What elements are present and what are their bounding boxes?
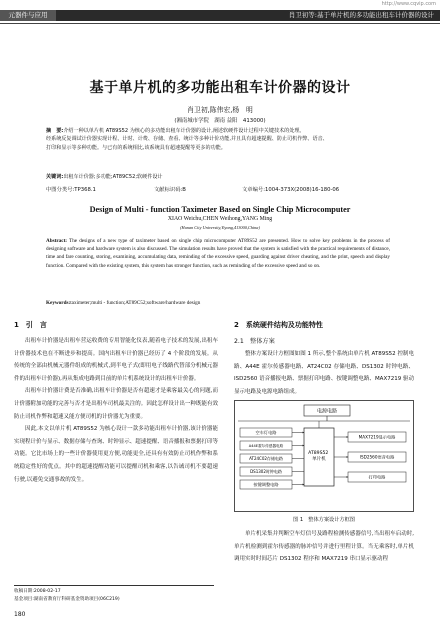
- section-tag: 元器件与应用: [0, 10, 56, 21]
- intro-paragraph-2: 出租车计价器计费是否准确,出租车计价器是否有超速才是乘客最关心的问题,而计价器附加功能的完善与否才是出租车司机最关注的。因此怎样设计出一种既能有效防止司机作弊和超速又能方便司机的计价器尤为重要。: [14, 388, 218, 420]
- hall-label: A44E霍尔传感器电路: [248, 444, 284, 449]
- header-divider: [0, 23, 440, 24]
- clc-number: 中图分类号:TP368.1: [46, 187, 96, 193]
- abstract-en: [46, 237, 390, 270]
- footnote-fund: 基金项目:湖南省教育厅科研基金资助项目(06C219): [14, 597, 120, 602]
- power-label: 电源电路: [316, 408, 338, 415]
- authors-cn: 肖卫初,陈伟宏,杨 明: [187, 106, 253, 114]
- lamp-label: 空车灯电路: [255, 430, 277, 436]
- document-code: 文献标识码:B: [154, 187, 186, 193]
- running-title: 肖卫初等:基于单片机的多功能出租车计价器的设计: [288, 11, 434, 19]
- keywords-cn: [46, 173, 390, 181]
- keywords-cn-label: 关键词:: [46, 174, 64, 180]
- section-2-1-paragraph-1: 整体方案设计方框图如图 1 所示,整个系统由单片机 AT89S52 控制电路、A44E 霍尔传感器电路、AT24C02 存储电路、DS1302 时钟电路、ISD2560 语音播报电路、票据打印电路、按键调整电路、MAX7219 驱动显示电路及电源电路组成。: [234, 351, 414, 395]
- affiliation-cn: (湘南城市学院 湖南 益阳 413000): [174, 118, 266, 124]
- footnote-received: 收稿日期:2008-02-17: [14, 589, 61, 594]
- footnote-divider: [14, 585, 214, 586]
- section-1-body: [14, 335, 218, 486]
- abstract-cn-line-1: 摘 要:介绍一种以单片机 AT89S52 为核心的多功能出租车计价器的设计,阐述软硬件设计过程中关键技术的处理。: [46, 128, 305, 134]
- abstract-en-label: Abstract:: [46, 238, 68, 244]
- eeprom-label: AT24C02存储电路: [249, 456, 283, 462]
- page-number: 180: [14, 611, 26, 618]
- paper-title-cn: 基于单片机的多功能出租车计价器的设计: [89, 80, 351, 96]
- abstract-cn-line-3: 打印和显示等多种功能。与已有的系统相比,该系统具有超速提醒等更多的功能。: [46, 144, 226, 151]
- intro-paragraph-1: 出租车计价器是出租车营运收费的专用智能化仪表,随着电子技术的发展,出租车计价器技术也在不断进步和提高。国内出租车计价器已经历了 4 个阶段的发展。从传统的全部由机械元器件组成的机械式,到半电子式(即用电子线路代替部分机械元器件的出租车计价器),再从集成电路到目前的单片机系统设计的出租车计价器。: [14, 338, 218, 382]
- system-block-diagram: [234, 400, 414, 512]
- mcu-label-line-1: AT89S52: [308, 451, 329, 456]
- section-2-1-paragraph-2: 单片机采集并判断空车灯信号及路程检测传感器信号,当出租车启动时,单片机检测到霍尔传感器的脉冲信号并进行里程计算。当无乘客时,单片机调用实时时间芯片 DS1302 程序和 MAX7219 串口显示驱动程: [234, 531, 414, 563]
- article-id: 文章编号:1004-373X(2008)16-180-06: [242, 187, 340, 193]
- abstract-cn-label: 摘 要:: [46, 128, 64, 134]
- authors-en: XIAO Weichu,CHEN Weihong,YANG Ming: [167, 216, 273, 222]
- paper-title-en: Design of Multi - function Taximeter Based on Single Chip Microcomputer: [89, 205, 351, 214]
- abstract-cn: [46, 127, 390, 152]
- watermark-url: http://www.cqvip.com: [381, 1, 436, 7]
- classification-row: [46, 185, 390, 193]
- keys-label: 按键调整电路: [253, 482, 279, 488]
- section-2-1-heading: 2.1 整体方案: [234, 338, 275, 345]
- intro-paragraph-3: 因此,本文以单片机 AT89S52 为核心设计一款多功能出租车计价器,该计价器能实现程计价与显示、数据存储与查询、时钟显示、超速提醒、语音播报和票据打印等功能。它比市场上的一些计价器使用更方便,功能更全,还具有有效防止司机作弊和系统稳定性好的优点。其中的超速提醒功能可以提醒司机和乘客,以告诫司机不要超速行驶,以避免交通事故的发生。: [14, 426, 218, 483]
- keywords-en: [46, 299, 390, 307]
- section-2-heading: 2 系统硬件结构及功能特性: [234, 321, 323, 329]
- abstract-en-text: The designs of a new type of taximeter based on single chip microcomputer AT89S52 are presented. How to solve key problems in the process of designing software and hardware system is also discussed. The simulation results have proved that the system is satisfied with the practical requirements of distance, time and fare counting, storing, examining, accumulating data, reminding of the excessive speed, guarding against driver cheating, and the print, speech and display function. Compared with the existing system, this system has stronger function, such as reminding of the excessive speed and so on.: [46, 238, 391, 269]
- clock-label: DS1302时钟电路: [250, 469, 282, 475]
- affiliation-en: (Hunan City University,Yiyang,413000,China): [180, 225, 260, 230]
- mcu-label-line-2: 单片机: [312, 457, 326, 462]
- abstract-cn-line-2: 经系统反复调试计价器实现计程、计时、计费、存储、查看、统计等多种计价功能,并且具有超速提醒、防止司机作弊、语音、: [46, 136, 328, 143]
- section-1-heading: 1 引 言: [14, 321, 47, 329]
- voice-label: ISD2560语音电路: [359, 454, 395, 460]
- printer-label: 打印电路: [368, 474, 386, 480]
- figure-1-caption: 图 1 整体方案设计方框图: [292, 517, 355, 523]
- keywords-en-text: taximeter;multi - function;AT89C52;software/hardware design: [70, 300, 201, 306]
- keywords-en-label: Keywords:: [46, 300, 71, 306]
- display-label: MAX7219显示电路: [358, 434, 396, 440]
- keywords-cn-text: 出租车计价器;多功能;AT89C52;软硬件设计: [63, 174, 163, 180]
